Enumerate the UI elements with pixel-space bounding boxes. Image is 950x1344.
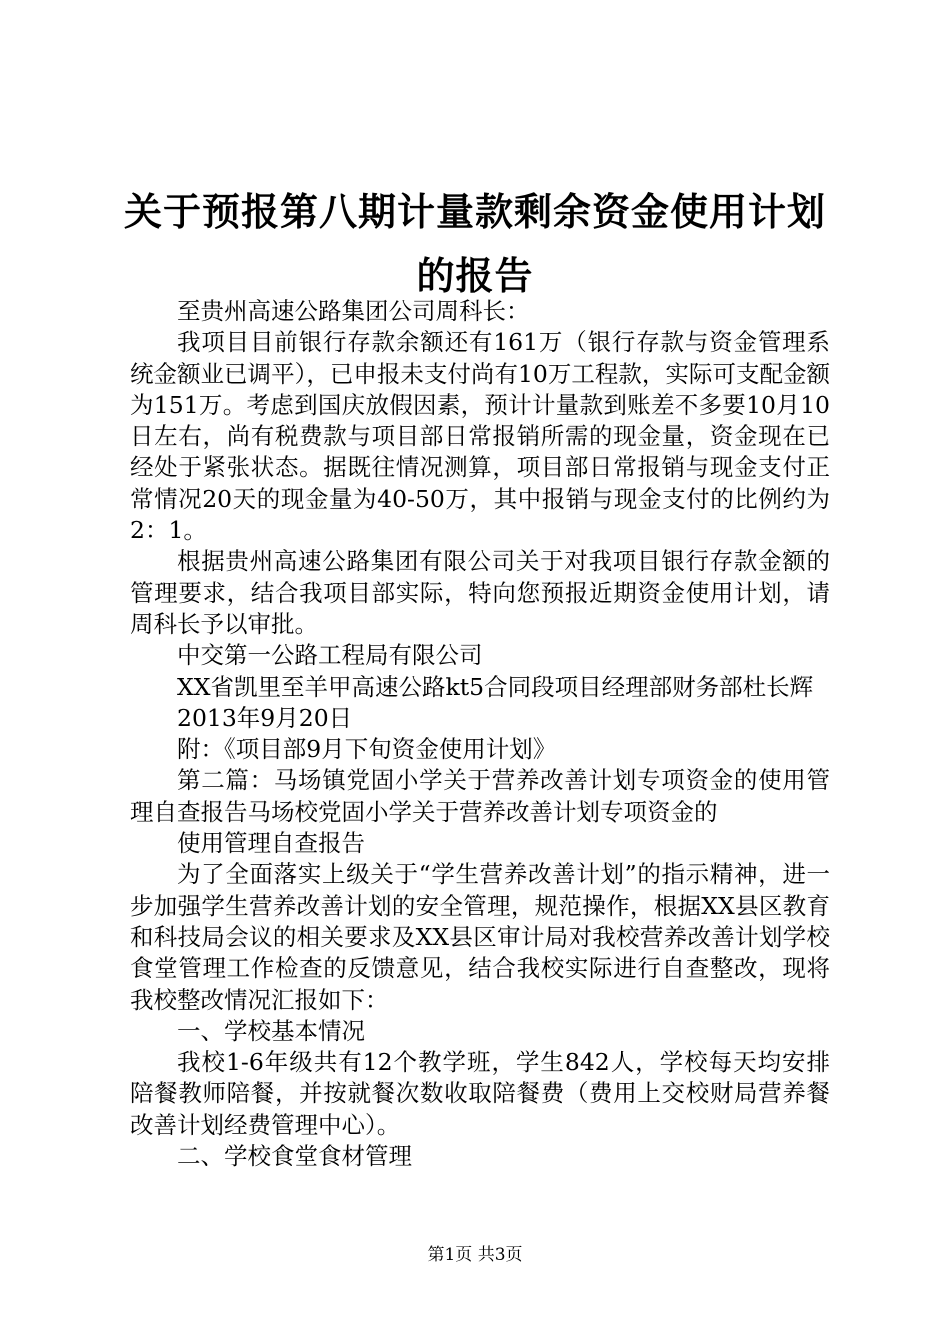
paragraph-second-article-subtitle: 使用管理自查报告 <box>177 829 365 858</box>
paragraph-salutation: 至贵州高速公路集团公司周科长： <box>177 297 530 325</box>
paragraph-request: 根据贵州高速公路集团有限公司关于对我项目银行存款金额的管理要求，结合我项目部实际，特向您预报近期资金使用计划，请周科长予以审批。 <box>130 547 830 638</box>
paragraph-section-1-body: 我校1-6年级共有12个教学班，学生842人，学校每天均安排陪餐教师陪餐，并按就餐次数收取陪餐费（费用上交校财局营养餐改善计划经费管理中心）。 <box>130 1048 830 1139</box>
paragraph-company: 中交第一公路工程局有限公司 <box>177 641 483 670</box>
paragraph-section-1-heading: 一、学校基本情况 <box>177 1016 365 1045</box>
paragraph-second-article-title: 第二篇：马场镇党固小学关于营养改善计划专项资金的使用管理自查报告马场校党固小学关于营养改善计划专项资金的 <box>130 766 830 826</box>
paragraph-purpose: 为了全面落实上级关于“学生营养改善计划”的指示精神，进一步加强学生营养改善计划的安全管理，规范操作，根据XX县区教育和科技局会议的相关要求及XX县区审计局对我校营养改善计划学校食堂管理工作检查的反馈意见，结合我校实际进行自查整改，现将我校整改情况汇报如下： <box>130 860 830 1014</box>
paragraph-section-2-heading: 二、学校食堂食材管理 <box>177 1142 412 1171</box>
document-title: 关于预报第八期计量款剩余资金使用计划的报告 <box>123 189 826 298</box>
document-body <box>130 296 830 1172</box>
paragraph-balance: 我项目目前银行存款余额还有161万（银行存款与资金管理系统金额业已调平），已申报未支付尚有10万工程款，实际可支配金额为151万。考虑到国庆放假因素，预计计量款到账差不多要10月10日左右，尚有税费款与项目部日常报销所需的现金量，资金现在已经处于紧张状态。据既往情况测算，项目部日常报销与现金支付正常情况20天的现金量为40-50万，其中报销与现金支付的比例约为2：1。 <box>130 328 830 545</box>
paragraph-date: 2013年9月20日 <box>177 703 353 732</box>
paragraph-attachment: 附：《项目部9月下旬资金使用计划》 <box>177 735 557 764</box>
paragraph-department: XX省凯里至羊甲高速公路kt5合同段项目经理部财务部杜长辉 <box>177 672 814 701</box>
page-footer: 第1页 共3页 <box>427 1245 523 1265</box>
